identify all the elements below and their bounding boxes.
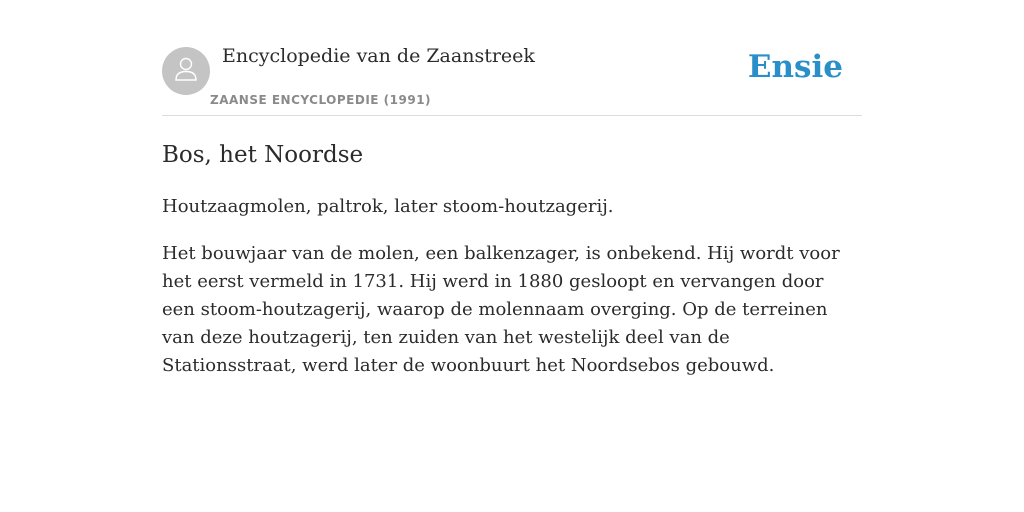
user-icon (171, 54, 201, 88)
brand-logo[interactable]: Ensie (747, 49, 843, 85)
article-body: Het bouwjaar van de molen, een balkenzager, is onbekend. Hij wordt voor het eerst vermeld in 1731. Hij werd in 1880 gesloopt en vervangen door een stoom-houtzagerij, waarop de molennaam overging. Op de terreinen van deze houtzagerij, ten zuiden van het westelijk deel van de Stationsstraat, werd later de woonbuurt het Noordsebos gebouwd. (162, 243, 840, 376)
article-lead: Houtzaagmolen, paltrok, later stoom-houtzagerij. (162, 196, 614, 217)
source-header (162, 40, 862, 116)
article-container (162, 40, 862, 380)
avatar[interactable] (162, 47, 210, 95)
source-name[interactable]: Encyclopedie van de Zaanstreek (222, 45, 535, 67)
page-title: Bos, het Noordse (162, 142, 364, 168)
source-subtitle: ZAANSE ENCYCLOPEDIE (1991) (210, 93, 432, 107)
